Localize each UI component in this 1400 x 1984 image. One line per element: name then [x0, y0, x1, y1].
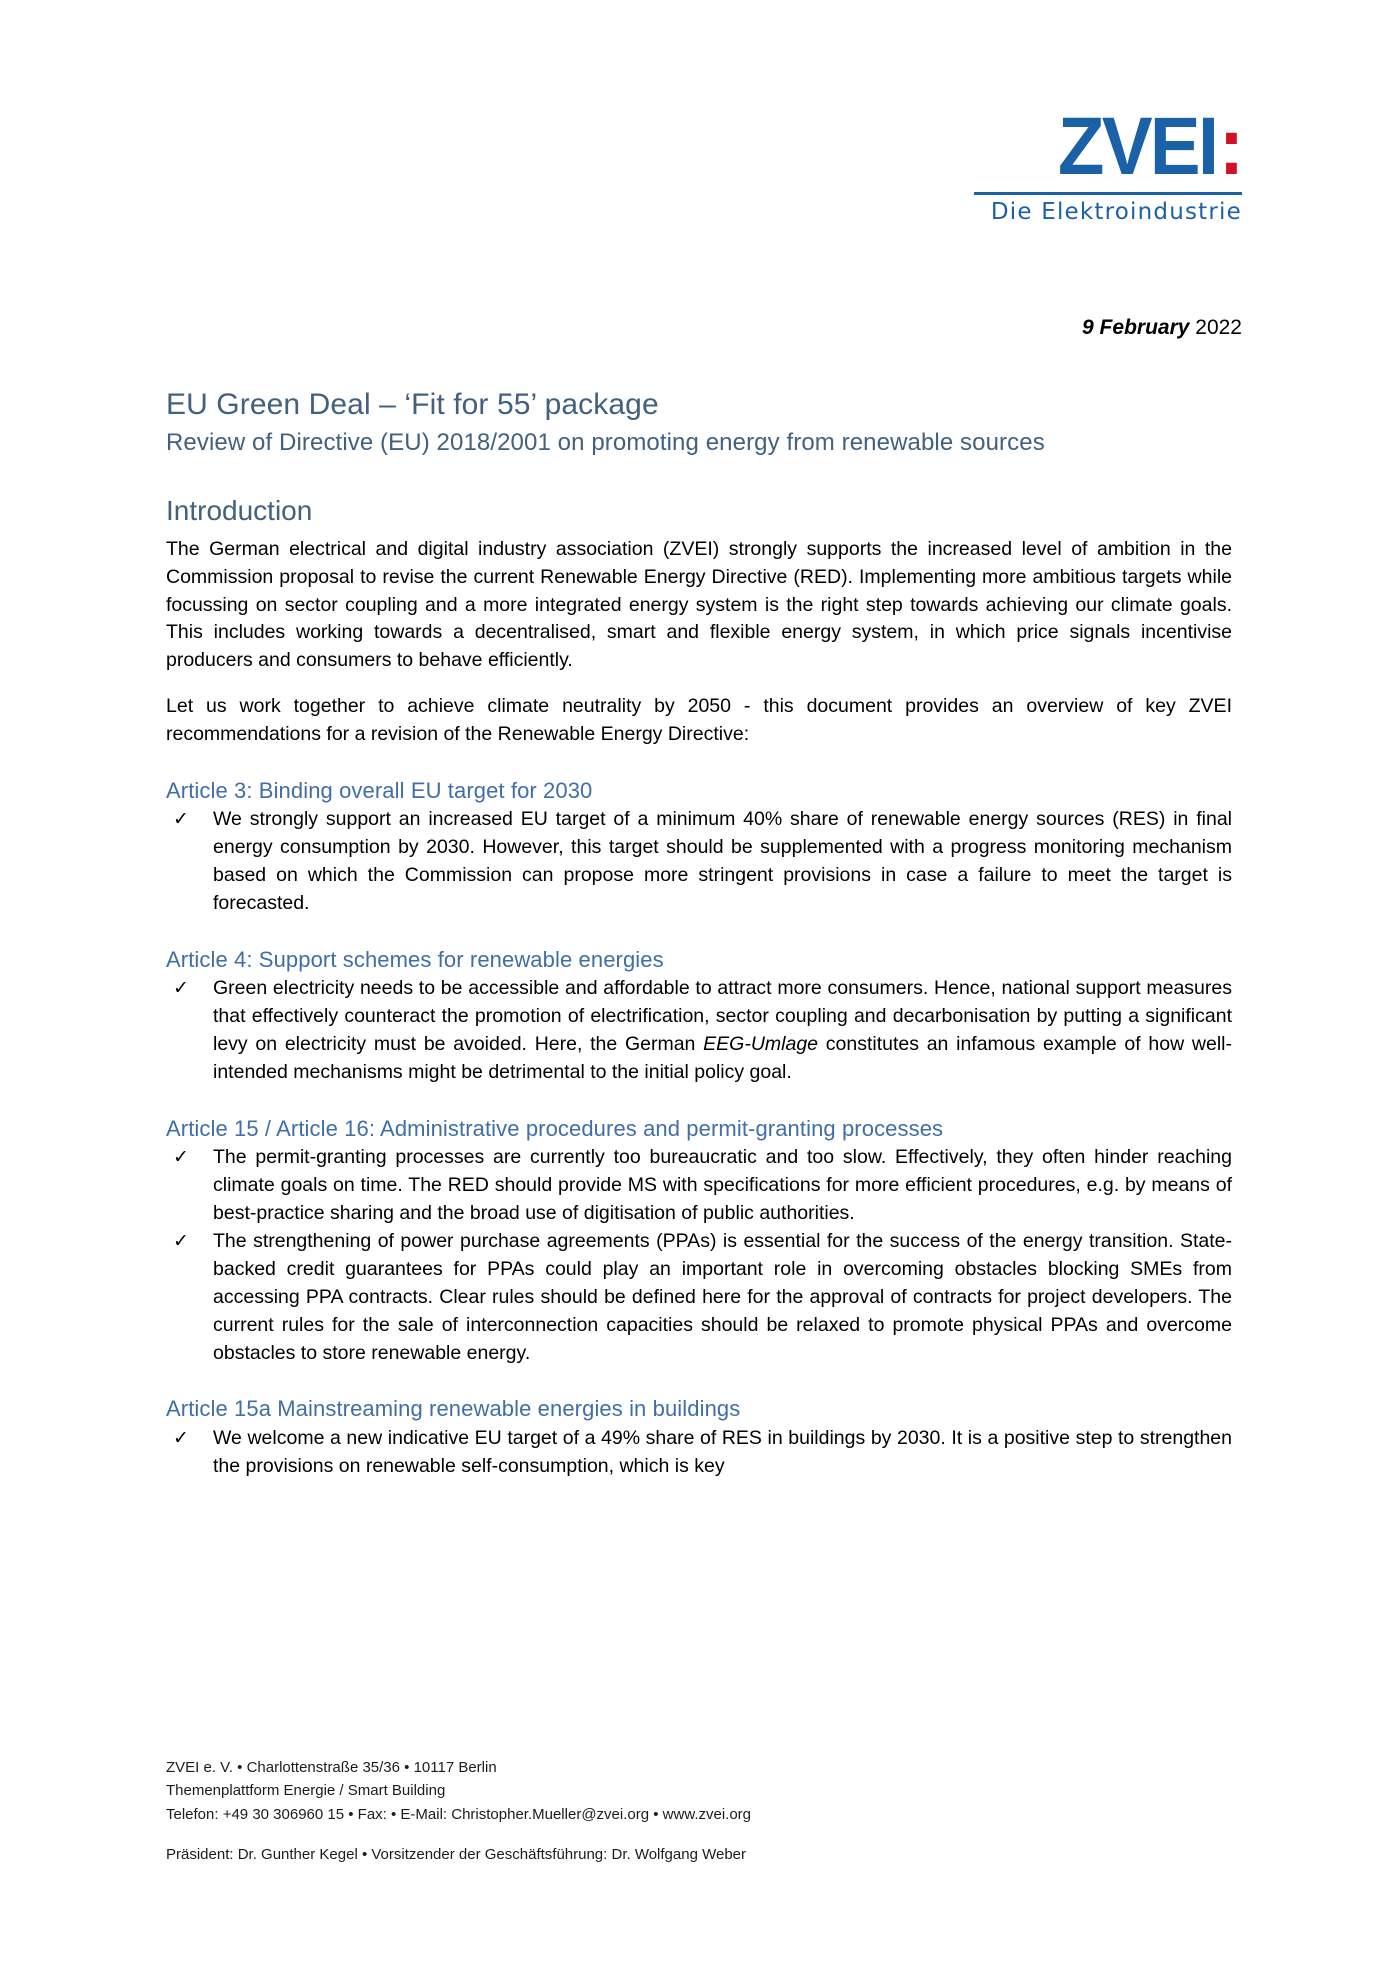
footer-leadership: Präsident: Dr. Gunther Kegel • Vorsitzender der Geschäftsführung: Dr. Wolfgang Weber: [166, 1845, 746, 1863]
check-icon: ✓: [173, 1426, 189, 1449]
article-15-16-bullets: [166, 1144, 1232, 1367]
page-subtitle: Review of Directive (EU) 2018/2001 on promoting energy from renewable sources: [166, 428, 1045, 456]
list-item-text: We strongly support an increased EU target of a minimum 40% share of renewable energy sources (RES) in final energy consumption by 2030. However, this target should be supplemented with a progress monitoring mechanism based on which the Commission can propose more stringent provisions in case a failure to meet the target is forecasted.: [213, 808, 1232, 915]
logo-divider-rule: [974, 192, 1242, 195]
list-item-text-italic: EEG-Umlage: [703, 1033, 819, 1056]
list-item-text-pre: Green electricity needs to be accessible and affordable to attract more consumers. Hence, national support measures that effectively counteract the promotion of electrification, sector coupling and decarbonisation by putting a significant levy on electricity must be avoided. Here, the German: [213, 977, 1232, 1056]
article-heading-4: Article 4: Support schemes for renewable energies: [166, 946, 664, 972]
document-date: [1082, 316, 1242, 340]
document-date-day-month: 9 February: [1082, 316, 1190, 339]
page-title: EU Green Deal – ‘Fit for 55’ package: [166, 388, 659, 421]
logo-wordmark: [974, 101, 1242, 192]
intro-paragraph-1: The German electrical and digital industry association (ZVEI) strongly supports the increased level of ambition in the Commission proposal to revise the current Renewable Energy Directive (RED). Implementing more ambitious targets while focussing on sector coupling and a more integrated energy system is the right step towards achieving our climate goals. This includes working towards a decentralised, smart and flexible energy system, in which price signals incentivise producers and consumers to behave efficiently.: [166, 537, 1232, 672]
article-heading-15-16: Article 15 / Article 16: Administrative procedures and permit-granting processes: [166, 1115, 944, 1141]
list-item-text: The permit-granting processes are currently too bureaucratic and too slow. Effectively, they often hinder reaching climate goals on time. The RED should provide MS with specifications for more efficient procedures, e.g. by means of best-practice sharing and the broad use of digitisation of public authorities.: [213, 1146, 1232, 1225]
footer-contact: Telefon: +49 30 306960 15 • Fax: • E-Mail: Christopher.Mueller@zvei.org • www.zvei.org: [166, 1805, 752, 1823]
check-icon: ✓: [173, 1146, 189, 1169]
page-footer: [166, 1756, 1166, 1866]
article-15a-bullets: [166, 1425, 1232, 1481]
footer-spacer: [166, 1826, 1166, 1843]
article-heading-15a: Article 15a Mainstreaming renewable energies in buildings: [166, 1396, 741, 1422]
logo-colon-icon: :: [1218, 101, 1242, 192]
zvei-logo: [974, 101, 1242, 225]
list-item: [166, 1425, 1232, 1481]
list-item-text: We welcome a new indicative EU target of a 49% share of RES in buildings by 2030. It is a positive step to strengthen the provisions on renewable self-consumption, which is key: [213, 1426, 1232, 1477]
document-date-year: 2022: [1189, 316, 1242, 339]
section-heading-introduction: Introduction: [166, 495, 313, 527]
article-4-bullets: [166, 975, 1232, 1087]
footer-department: Themenplattform Energie / Smart Building: [166, 1782, 446, 1800]
list-item-text: The strengthening of power purchase agreements (PPAs) is essential for the success of the energy transition. State-backed credit guarantees for PPAs could play an important role in overcoming obstacles blocking SMEs from accessing PPA contracts. Clear rules should be defined here for the approval of contracts for project developers. The current rules for the sale of interconnection capacities should be relaxed to promote physical PPAs and overcome obstacles to store renewable energy.: [213, 1230, 1232, 1364]
footer-address: ZVEI e. V. • Charlottenstraße 35/36 • 10117 Berlin: [166, 1759, 497, 1776]
list-item: [166, 806, 1232, 918]
intro-paragraph-2: Let us work together to achieve climate neutrality by 2050 - this document provides an overview of key ZVEI recommendations for a revision of the Renewable Energy Directive:: [166, 695, 1232, 746]
check-icon: ✓: [173, 1230, 189, 1253]
logo-word-zvei: ZVEI: [1058, 101, 1217, 192]
logo-tagline: Die Elektroindustrie: [990, 198, 1242, 225]
article-3-bullets: [166, 806, 1232, 918]
article-heading-3: Article 3: Binding overall EU target for 2030: [166, 777, 593, 803]
list-item: [166, 975, 1232, 1087]
list-item-text-post: constitutes an infamous example of how well-intended mechanisms might be detrimental to the initial policy goal.: [213, 1033, 1233, 1084]
check-icon: ✓: [173, 808, 189, 831]
document-body: [166, 386, 1232, 1483]
list-item: [166, 1144, 1232, 1228]
check-icon: ✓: [173, 977, 189, 1000]
list-item: [166, 1228, 1232, 1367]
